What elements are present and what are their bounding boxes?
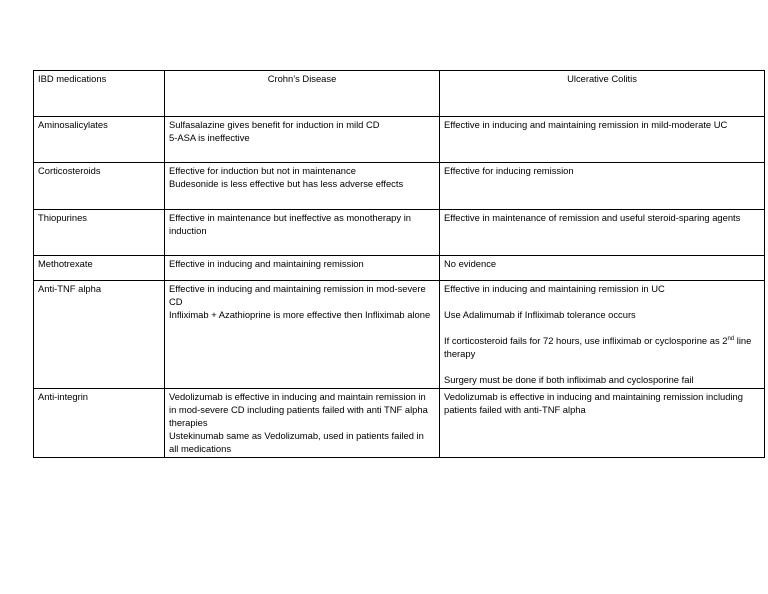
- table-row: [34, 281, 765, 389]
- cell-line: Effective in inducing and maintaining remission in UC: [444, 283, 665, 294]
- cell-line-text: If corticosteroid fails for 72 hours, use infliximab or cyclosporine as 2: [444, 335, 728, 346]
- table-row: [34, 256, 765, 281]
- cell-line: Effective in inducing and maintaining remission in mod-severe CD: [169, 283, 426, 307]
- superscript: nd: [727, 335, 735, 342]
- crohns-cell: [165, 117, 440, 163]
- drug-cell: Aminosalicylates: [34, 117, 165, 163]
- cell-line: Effective in inducing and maintaining remission in mild-moderate UC: [444, 119, 728, 130]
- table-row: [34, 163, 765, 210]
- cell-line: [444, 334, 760, 360]
- cell-line: Effective in maintenance of remission and useful steroid-sparing agents: [444, 212, 741, 223]
- ibd-medications-table: [33, 70, 765, 458]
- crohns-cell: [165, 389, 440, 458]
- table-row: [34, 210, 765, 256]
- cell-line: Effective for inducing remission: [444, 165, 574, 176]
- cell-line: Infliximab + Azathioprine is more effective then Infliximab alone: [169, 309, 431, 320]
- cell-line: Ustekinumab same as Vedolizumab, used in patients failed in all medications: [169, 430, 424, 454]
- cell-line: Effective in inducing and maintaining remission: [169, 258, 364, 269]
- header-cell-crohns: Crohn’s Disease: [165, 71, 440, 117]
- cell-line: Use Adalimumab if Infliximab tolerance occurs: [444, 309, 636, 320]
- cell-line: Sulfasalazine gives benefit for induction in mild CD: [169, 119, 380, 130]
- header-cell-medications: IBD medications: [34, 71, 165, 117]
- cell-line: No evidence: [444, 258, 497, 269]
- cell-line: Budesonide is less effective but has less adverse effects: [169, 178, 404, 189]
- cell-line-text: line therapy: [444, 335, 752, 359]
- uc-cell: [440, 256, 765, 281]
- uc-cell: [440, 163, 765, 210]
- cell-line: Vedolizumab is effective in inducing and maintain remission in in mod-severe CD including patients failed with anti TNF alpha therapies: [169, 391, 428, 428]
- crohns-cell: [165, 256, 440, 281]
- drug-cell: Anti-integrin: [34, 389, 165, 458]
- cell-line: 5-ASA is ineffective: [169, 132, 250, 143]
- uc-cell: [440, 210, 765, 256]
- drug-cell: Anti-TNF alpha: [34, 281, 165, 389]
- cell-line: Surgery must be done if both infliximab and cyclosporine fail: [444, 374, 694, 385]
- uc-cell: [440, 389, 765, 458]
- drug-cell: Corticosteroids: [34, 163, 165, 210]
- uc-cell: [440, 117, 765, 163]
- table-row: [34, 117, 765, 163]
- drug-cell: Methotrexate: [34, 256, 165, 281]
- cell-line: Effective for induction but not in maintenance: [169, 165, 356, 176]
- table-header-row: [34, 71, 765, 117]
- crohns-cell: [165, 163, 440, 210]
- crohns-cell: [165, 281, 440, 389]
- uc-cell: [440, 281, 765, 389]
- header-cell-uc: Ulcerative Colitis: [440, 71, 765, 117]
- table-row: [34, 389, 765, 458]
- drug-cell: Thiopurines: [34, 210, 165, 256]
- cell-line: Effective in maintenance but ineffective as monotherapy in induction: [169, 212, 411, 236]
- crohns-cell: [165, 210, 440, 256]
- cell-line: Vedolizumab is effective in inducing and maintaining remission including patients failed with anti-TNF alpha: [444, 391, 743, 415]
